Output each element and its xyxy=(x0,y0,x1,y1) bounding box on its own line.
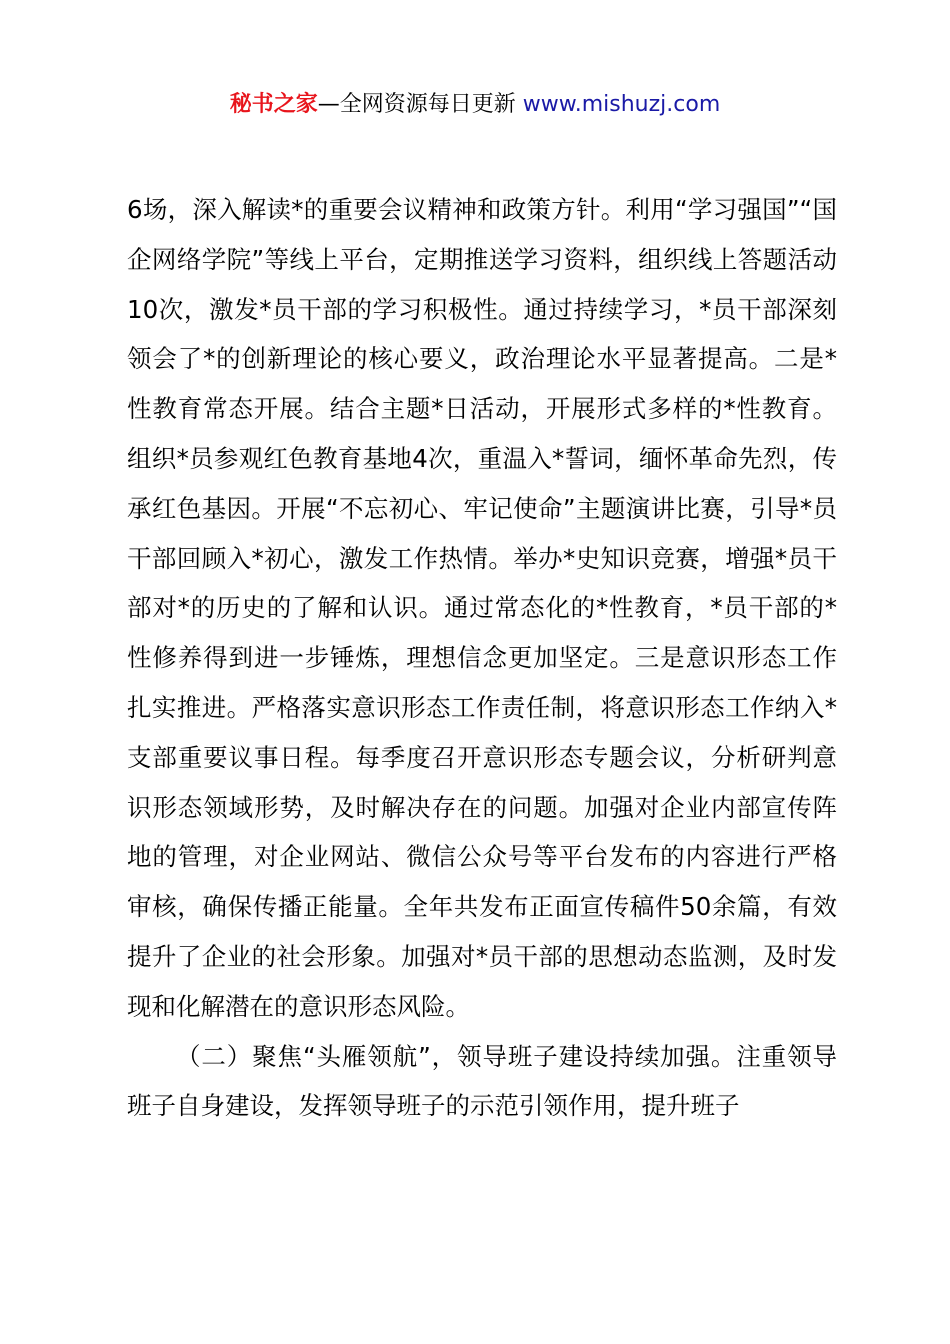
page-header xyxy=(0,88,950,122)
body-paragraph: 6场，深入解读*的重要会议精神和政策方针。利用“学习强国”“国企网络学院”等线上平台，定期推送学习资料，组织线上答题活动10次，激发*员干部的学习积极性。通过持续学习，*员干部深刻领会了*的创新理论的核心要义，政治理论水平显著提高。二是*性教育常态开展。结合主题*日活动，开展形式多样的*性教育。组织*员参观红色教育基地4次，重温入*誓词，缅怀革命先烈，传承红色基因。开展“不忘初心、牢记使命”主题演讲比赛，引导*员干部回顾入*初心，激发工作热情。举办*史知识竞赛，增强*员干部对*的历史的了解和认识。通过常态化的*性教育，*员干部的*性修养得到进一步锤炼，理想信念更加坚定。三是意识形态工作扎实推进。严格落实意识形态工作责任制，将意识形态工作纳入*支部重要议事日程。每季度召开意识形态专题会议，分析研判意识形态领域形势，及时解决存在的问题。加强对企业内部宣传阵地的管理，对企业网站、微信公众号等平台发布的内容进行严格审核，确保传播正能量。全年共发布正面宣传稿件50余篇，有效提升了企业的社会形象。加强对*员干部的思想动态监测，及时发现和化解潜在的意识形态风险。 xyxy=(127,195,837,1021)
brand-name: 秘书之家 xyxy=(229,92,318,117)
header-tagline: —全网资源每日更新 xyxy=(317,92,516,117)
body-paragraph-section-heading: （二）聚焦“头雁领航”，领导班子建设持续加强。注重领导班子自身建设，发挥领导班子的示范引领作用，提升班子 xyxy=(127,1041,837,1121)
document-body xyxy=(127,185,837,1131)
site-url[interactable]: www.mishuzj.com xyxy=(522,92,721,117)
